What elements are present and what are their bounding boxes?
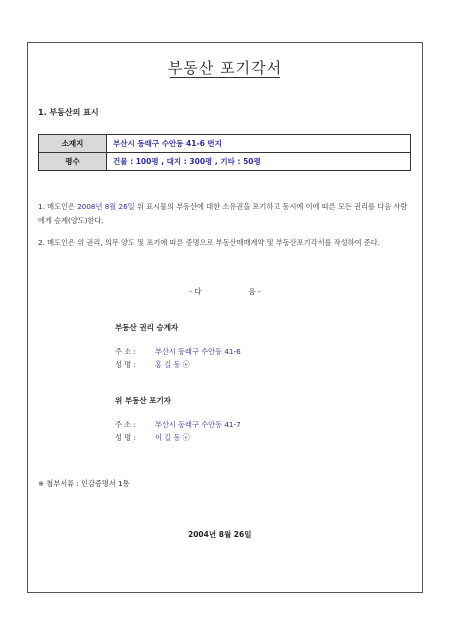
property-table	[38, 134, 411, 171]
abandoner-name: 이 길 동 ⓔ	[155, 433, 190, 442]
name-label: 성 명 :	[115, 433, 136, 442]
title-underline	[170, 77, 280, 78]
da-text: - 다	[189, 287, 202, 296]
table-key: 소재지	[39, 135, 107, 153]
table-row	[39, 153, 411, 171]
abandoner-address: 부산시 동래구 수안동 41-7	[155, 420, 241, 429]
successor-name-row	[115, 360, 190, 370]
paragraph-1	[38, 200, 412, 228]
table-key: 평수	[39, 153, 107, 171]
para1-rest: 위 표시물의 부동산에 대한 소유권을 포기하고 동시에 이에 따른 모든 권리를 다음 사람에게 승계(양도)한다.	[38, 202, 408, 225]
address-label: 주 소 :	[115, 347, 136, 356]
section-heading: 1. 부동산의 표시	[38, 108, 99, 117]
address-label: 주 소 :	[115, 420, 136, 429]
table-value: 부산시 동래구 수안동 41-6 번지	[107, 135, 411, 153]
document-date: 2004년 8월 26일	[188, 530, 252, 539]
successor-address-row	[115, 347, 241, 357]
abandoner-heading: 위 부동산 포기자	[115, 396, 171, 405]
successor-name: 홍 길 동 ⓔ	[155, 360, 190, 369]
attachment-note: ※ 첨부서류 : 인감증명서 1통	[38, 479, 130, 488]
paragraph-2: 2. 매도인은 위 권리, 의무 양도 및 포기에 따른 증명으로 부동산매매계약 및 부동산포기각서를 작성하여 준다.	[38, 238, 380, 247]
document-title: 부동산 포기각서	[167, 59, 283, 77]
successor-heading: 부동산 권리 승계자	[115, 323, 179, 332]
eum-text: 음 -	[248, 287, 261, 296]
para1-date: 2008년 8월 26일	[77, 202, 135, 211]
abandoner-address-row	[115, 420, 241, 430]
name-label: 성 명 :	[115, 360, 136, 369]
table-value: 건물 : 100평 , 대지 : 300평 , 기타 : 50평	[107, 153, 411, 171]
da-eum-heading	[0, 286, 450, 297]
table-row	[39, 135, 411, 153]
successor-address: 부산시 동래구 수안동 41-6	[155, 347, 241, 356]
document-frame	[27, 42, 423, 593]
para1-start: 1. 매도인은	[38, 202, 78, 211]
abandoner-name-row	[115, 433, 190, 443]
